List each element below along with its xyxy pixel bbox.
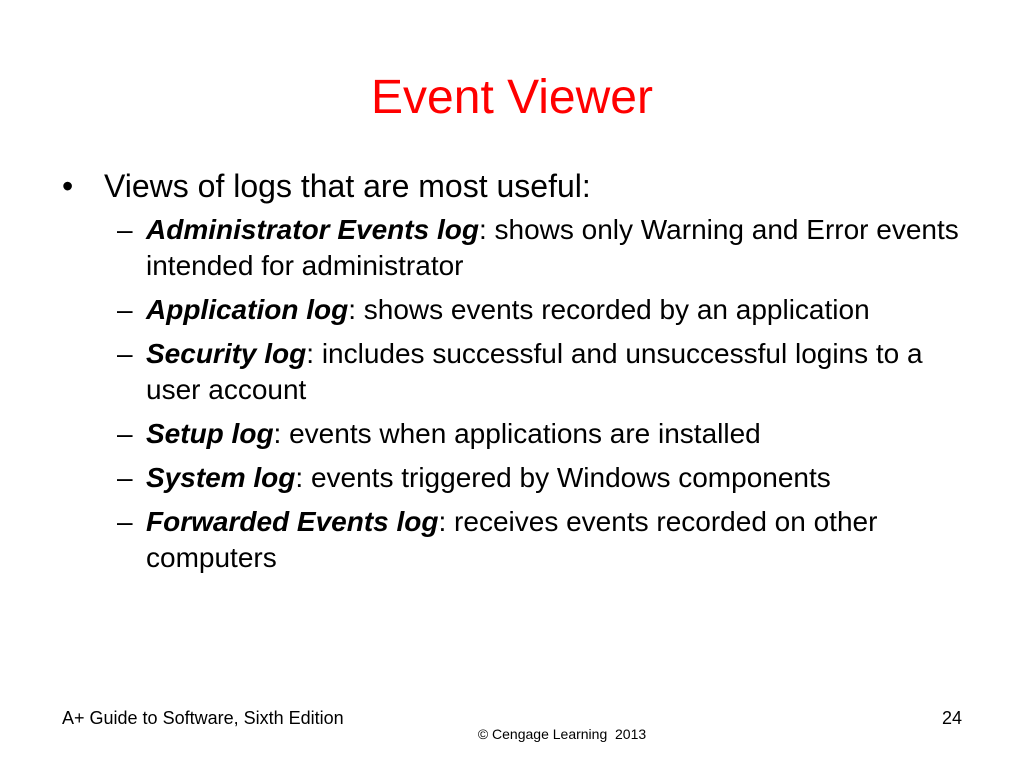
log-term: System log	[146, 462, 296, 493]
log-description: : shows events recorded by an application	[348, 294, 870, 325]
log-description: : includes successful and unsuccessful logins to a user account	[146, 338, 923, 405]
list-item-administrator-events-log	[62, 212, 966, 284]
log-term: Forwarded Events log	[146, 506, 439, 537]
page-number: 24	[941, 708, 962, 728]
main-bullet-point	[62, 166, 962, 206]
log-types-list	[62, 212, 962, 576]
log-term: Setup log	[146, 418, 274, 449]
log-term: Administrator Events log	[146, 214, 479, 245]
dash-marker: –	[117, 462, 133, 493]
slide-content	[62, 166, 962, 584]
footer-book-title: A+ Guide to Software, Sixth Edition	[62, 708, 344, 728]
dash-marker: –	[117, 294, 133, 325]
dash-marker: –	[117, 418, 133, 449]
log-term: Application log	[146, 294, 349, 325]
log-term: Security log	[146, 338, 307, 369]
log-description: : events triggered by Windows components	[295, 462, 831, 493]
dash-marker: –	[117, 338, 133, 369]
list-item-security-log	[62, 336, 966, 408]
log-description: : receives events recorded on other computers	[146, 506, 878, 573]
slide-title: Event Viewer	[371, 71, 653, 124]
main-bullet-text: Views of logs that are most useful:	[104, 168, 591, 204]
log-description: : events when applications are installed	[273, 418, 761, 449]
list-item-system-log	[62, 460, 966, 496]
footer-copyright: © Cengage Learning 2013	[477, 726, 647, 742]
list-item-forwarded-events-log	[62, 504, 966, 576]
bullet-marker: •	[62, 168, 74, 204]
dash-marker: –	[117, 506, 133, 537]
dash-marker: –	[117, 214, 133, 245]
log-description: : shows only Warning and Error events intended for administrator	[146, 214, 959, 281]
list-item-setup-log	[62, 416, 966, 452]
list-item-application-log	[62, 292, 966, 328]
